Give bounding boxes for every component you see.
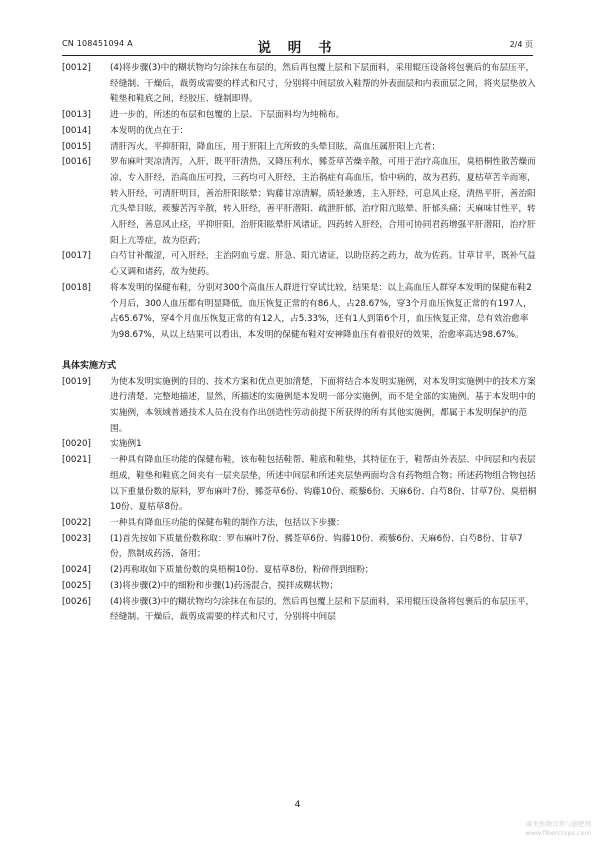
publication-number: CN 108451094 A <box>62 39 133 48</box>
paragraph-number: [0025] <box>62 580 91 591</box>
paragraph-number: [0022] <box>62 517 91 528</box>
paragraph-number: [0015] <box>62 141 91 152</box>
paragraph-text: 进一步的，所述的布层和包覆的上层、下层面料均为纯棉布。 <box>110 110 345 121</box>
paragraph-number: [0021] <box>62 455 91 466</box>
paragraph-text: 一种具有降血压功能的保健布鞋的制作方法，包括以下步骤： <box>110 517 345 528</box>
paragraph-number: [0013] <box>62 110 91 121</box>
paragraph <box>62 437 537 453</box>
paragraph <box>62 579 537 595</box>
document-body <box>62 61 537 626</box>
paragraph-group-b <box>62 375 537 626</box>
paragraph-text: 清肝泻火，平抑肝阳，降血压，用于肝阳上亢所致的头晕目眩，高血压属肝阳上亢者； <box>110 141 441 152</box>
paragraph <box>62 155 537 249</box>
paragraph-number: [0024] <box>62 565 91 576</box>
header-rule <box>62 55 533 56</box>
paragraph-number: [0023] <box>62 533 91 544</box>
paragraph <box>62 281 537 344</box>
paragraph-number: [0018] <box>62 282 91 293</box>
page-ratio: 2/4 页 <box>509 40 533 49</box>
paragraph-number: [0014] <box>62 125 91 136</box>
paragraph-text: 白芍甘补酸涩，可入肝经，主治阴血亏虚、肝急、阳亢诸证，以助臣药之药力，故为佐药。甘草甘平，既补气益心又调和诸药，故为使药。 <box>110 251 536 278</box>
paragraph-number: [0017] <box>62 251 91 262</box>
paragraph-text: 实施例1 <box>110 439 142 450</box>
paragraph-number: [0026] <box>62 596 91 607</box>
page-folio: 4 <box>294 800 301 810</box>
watermark <box>525 820 591 838</box>
paragraph <box>62 108 537 124</box>
paragraph-text: 一种具有降血压功能的保健布鞋，该布鞋包括鞋帮、鞋底和鞋垫，其特征在于，鞋帮由外表层、中间层和内表层组成，鞋垫和鞋底之间夹有一层夹层垫，所述中间层和所述夹层垫两面均含有药物组合物；所述药物组合物包括以下重量份数的原料，罗布麻叶7份、豨莶草6份、钩藤10份、蒺藜6份、天麻6份、白芍8份、甘草7份、臭梧桐10份、夏枯草8份。 <box>110 455 537 513</box>
paragraph-text: 罗布麻叶哭凉清泻，入肝，既平肝清热，又降压利水，豨莶草苦燥辛散，可用于治疗高血压，臭梧桐性散苦燥而凉，专入肝经，治高血压可投，三药均可入肝经，主治祸症有高血压，恰中病的，故为君药，夏枯草苦辛而寒，转入肝经，可清肝明目，善治肝阳眩晕；钩藤甘凉清解，质轻兼透，主入肝经，可息风止痉，清热平肝，善治阳亢头晕目眩，蒺藜苦泻辛散，转入肝经，善平肝潜阳、疏泄肝郁，治疗阳亢眩晕、肝郁头痛；天麻味甘性平，转入肝经，善息风止痉，平抑肝阳，治肝阳眩晕肝风诸证，四药转入肝经，合用可协同君药增强平肝潜阳，治疗肝阳上亢等症，故为臣药； <box>110 157 536 246</box>
watermark-line-2: www.fibercrops.com <box>525 829 591 837</box>
paragraph <box>62 516 537 532</box>
paragraph-number: [0016] <box>62 157 91 168</box>
paragraph-number: [0020] <box>62 439 91 450</box>
paragraph <box>62 124 537 140</box>
paragraph <box>62 532 537 563</box>
paragraph <box>62 453 537 516</box>
paragraph-text: (1)首先按如下质量份数称取：罗布麻叶7份、豨莶草6份、钩藤10份、蒺藜6份、天麻6份、白芍8份、甘草7份，熬制成药汤，备用； <box>110 533 523 560</box>
paragraph <box>62 375 537 438</box>
paragraph-text: (2)再称取如下质量份数的臭梧桐10份、夏枯草8份，粉碎得到细粉； <box>110 565 374 576</box>
document-title: 说 明 书 <box>257 40 338 56</box>
paragraph <box>62 61 537 108</box>
paragraph-number: [0019] <box>62 376 91 387</box>
paragraph <box>62 249 537 280</box>
paragraph-group-a <box>62 61 537 344</box>
paragraph-text: (3)将步骤(2)中的细粉和步骤(1)药汤混合，搅拌成糊状物； <box>110 580 339 591</box>
paragraph-number: [0012] <box>62 63 91 73</box>
watermark-line-1: 麻类作物营养与施肥网 <box>526 820 591 828</box>
paragraph-text: (4)将步骤(3)中的糊状物均匀涂抹在布层的，然后再包覆上层和下层面料，采用辊压设备将包裹后的布层压平，经缝制、干燥后，裁剪成需要的样式和尺寸，分别将中间层放入鞋帮的外表面层和内表面层之间，将夹层垫放入鞋垫和鞋底之间，经胶压、缝制即得。 <box>110 63 536 105</box>
paragraph <box>62 595 537 626</box>
paragraph-text: 将本发明的保健布鞋，分别对300个高血压人群进行穿试比较，结果是：以上高血压人群穿本发明的保健布鞋2个月后，300人血压都有明显降低，血压恢复正常的有86人，占28.67%，穿3个月血压恢复正常的有197人，占65.67%，穿4个月血压恢复正常的有12人，占5.33%，还有1人到第6个月，血压恢复正常，总有效治愈率为98.67%，从以上结果可以看出，本发明的保健布鞋对安神降血压有着很好的效果，治愈率高达98.67%。 <box>110 282 532 340</box>
paragraph-text: (4)将步骤(3)中的糊状物均匀涂抹在布层的，然后再包覆上层和下层面料，采用辊压设备将包裹后的布层压平，经缝制、干燥后，裁剪成需要的样式和尺寸，分别将中间层 <box>110 596 535 623</box>
section-heading: 具体实施方式 <box>62 360 117 371</box>
paragraph-text: 本发明的优点在于： <box>110 125 189 136</box>
paragraph-text: 为使本发明实施例的目的、技术方案和优点更加清楚，下面将结合本发明实施例，对本发明实施例中的技术方案进行清楚、完整地描述，显然，所描述的实施例是本发明一部分实施例，而不是全部的实施例。基于本发明中的实施例，本领域普通技术人员在没有作出创造性劳动前提下所获得的所有其他实施例，都属于本发明保护的范围。 <box>110 376 536 434</box>
page-header <box>62 36 533 56</box>
paragraph <box>62 563 537 579</box>
paragraph <box>62 140 537 156</box>
